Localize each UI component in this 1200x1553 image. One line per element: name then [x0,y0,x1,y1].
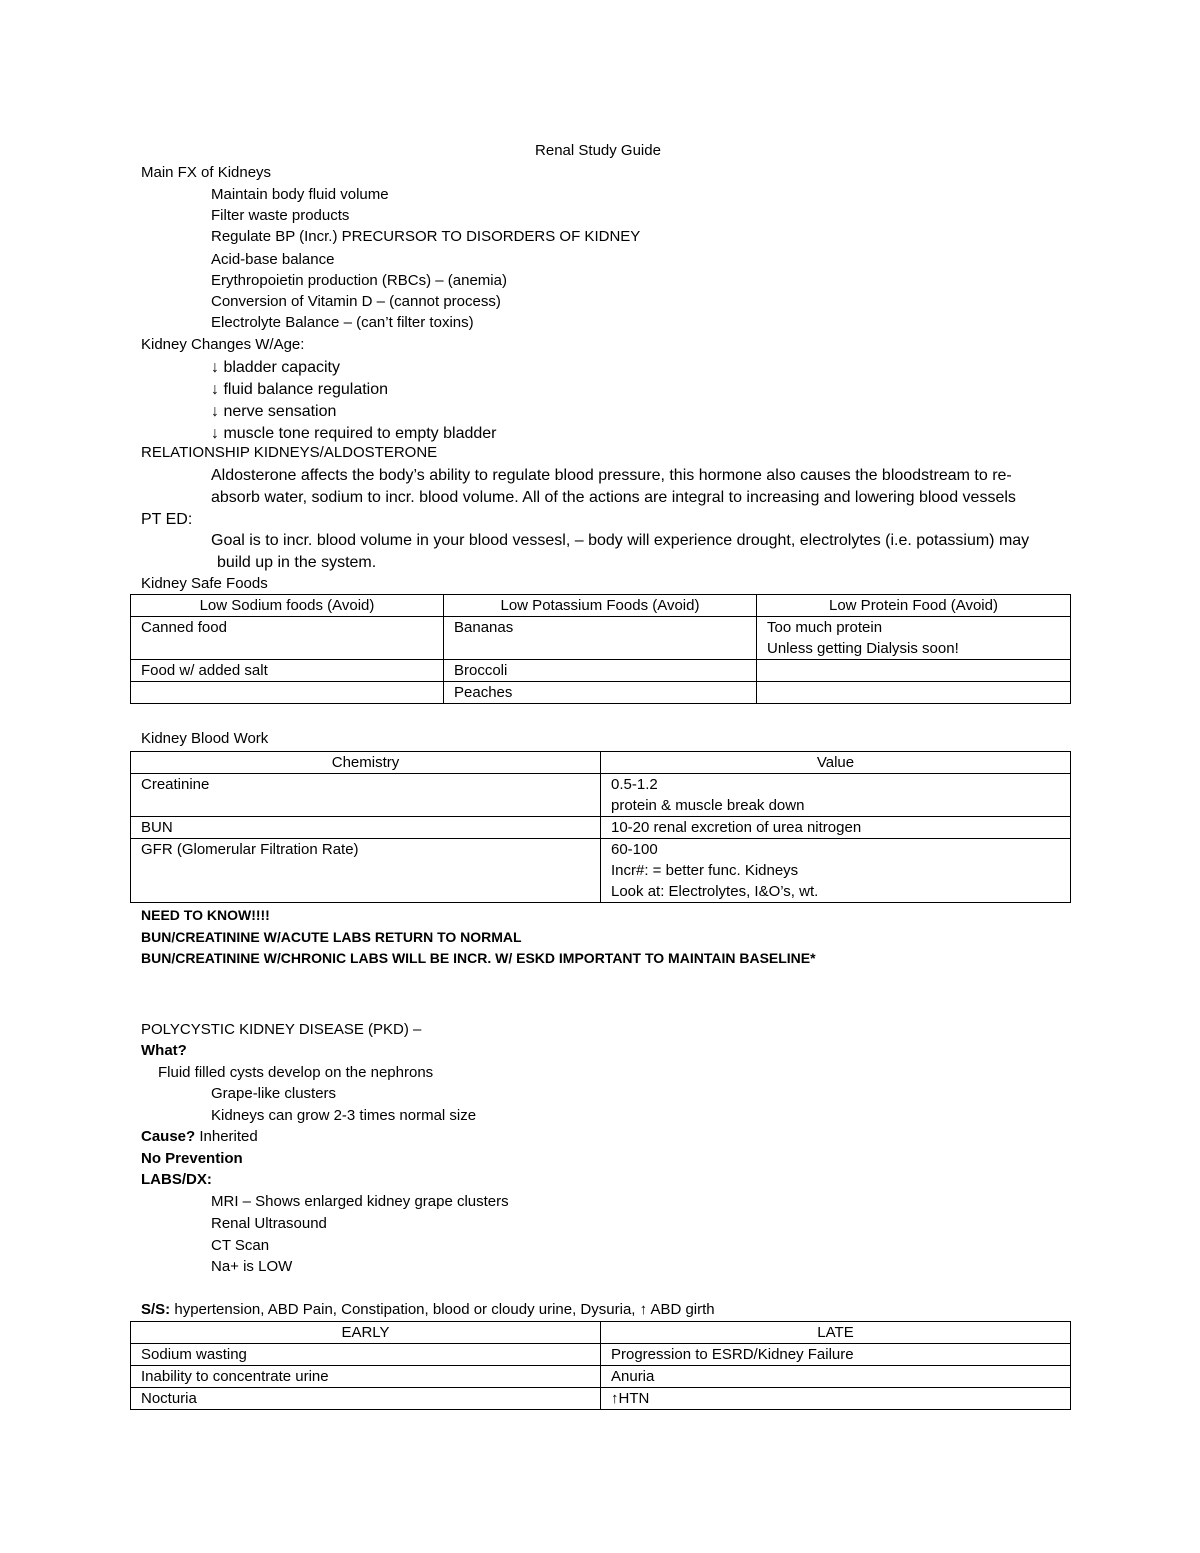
safe-foods-heading: Kidney Safe Foods [141,575,268,592]
table-header-row [131,752,1071,774]
table-cell [757,617,1071,660]
pkd-what-label: What? [141,1042,187,1059]
table-header-cell: Value [601,752,1071,774]
table-cell: Anuria [601,1366,1071,1388]
table-cell: GFR (Glomerular Filtration Rate) [131,839,601,903]
table-header-cell: Low Sodium foods (Avoid) [131,595,444,617]
table-cell [601,774,1071,817]
table-header-cell: Chemistry [131,752,601,774]
age-change-item: ↓ fluid balance regulation [211,381,389,398]
main-fx-item: Erythropoietin production (RBCs) – (anemia) [211,272,507,289]
pkd-signs-symptoms [141,1301,715,1319]
table-header-cell: Low Potassium Foods (Avoid) [444,595,757,617]
pkd-cause [141,1128,258,1146]
table-header-cell: LATE [601,1322,1071,1344]
table-cell: Food w/ added salt [131,660,444,682]
table-header-row [131,1322,1071,1344]
pkd-labs-item: Renal Ultrasound [211,1215,327,1232]
table-cell: Broccoli [444,660,757,682]
aldosterone-text: absorb water, sodium to incr. blood volume. All of the actions are integral to increasing and lowering blood vessels [211,489,1016,506]
table-cell: Sodium wasting [131,1344,601,1366]
age-change-item: ↓ muscle tone required to empty bladder [211,425,497,442]
pkd-heading: POLYCYSTIC KIDNEY DISEASE (PKD) – [141,1021,422,1038]
table-cell: BUN [131,817,601,839]
need-to-know-line: BUN/CREATININE W/ACUTE LABS RETURN TO NORMAL [141,929,522,945]
table-cell [757,660,1071,682]
aldosterone-heading: RELATIONSHIP KIDNEYS/ALDOSTERONE [141,444,438,461]
table-cell: Peaches [444,682,757,704]
table-row [131,1388,1071,1410]
table-cell: ↑HTN [601,1388,1071,1410]
table-cell [757,682,1071,704]
cell-text: Canned food [141,619,227,636]
pkd-cause-value: Inherited [199,1128,258,1145]
pkd-prevention: No Prevention [141,1150,243,1167]
cell-text: 60-100 [611,841,658,858]
age-change-item: ↓ bladder capacity [211,359,340,376]
page-title: Renal Study Guide [535,142,661,159]
table-row [131,660,1071,682]
pkd-labs-label: LABS/DX: [141,1171,212,1188]
pkd-cause-label: Cause? [141,1128,196,1145]
cell-text: Incr#: = better func. Kidneys [611,862,799,879]
table-cell: Creatinine [131,774,601,817]
pt-ed-heading: PT ED: [141,511,193,528]
pkd-labs-item: Na+ is LOW [211,1258,293,1275]
blood-work-table [130,751,1071,903]
table-row [131,774,1071,817]
blood-work-heading: Kidney Blood Work [141,730,269,747]
table-row [131,1344,1071,1366]
age-change-item: ↓ nerve sensation [211,403,337,420]
pkd-ss-label: S/S: [141,1301,171,1318]
need-to-know-line: BUN/CREATININE W/CHRONIC LABS WILL BE INCR. W/ ESKD IMPORTANT TO MAINTAIN BASELINE* [141,950,816,966]
pkd-what-item: Fluid filled cysts develop on the nephrons [158,1064,434,1081]
table-row [131,617,1071,660]
age-changes-heading: Kidney Changes W/Age: [141,336,305,353]
main-fx-item: Filter waste products [211,207,350,224]
main-fx-heading: Main FX of Kidneys [141,164,272,181]
pkd-ss-value: hypertension, ABD Pain, Constipation, blood or cloudy urine, Dysuria, ↑ ABD girth [174,1301,715,1318]
table-cell: 10-20 renal excretion of urea nitrogen [601,817,1071,839]
safe-foods-table [130,594,1071,704]
pt-ed-text: Goal is to incr. blood volume in your blood vessesl, – body will experience drought, electrolytes (i.e. potassium) may [211,532,1030,549]
table-header-row [131,595,1071,617]
main-fx-item: Conversion of Vitamin D – (cannot process) [211,293,501,310]
main-fx-item: Regulate BP (Incr.) PRECURSOR TO DISORDERS OF KIDNEY [211,228,641,245]
pkd-stages-table [130,1321,1071,1410]
cell-text: Bananas [454,619,514,636]
table-row [131,817,1071,839]
main-fx-item: Electrolyte Balance – (can’t filter toxins) [211,314,474,331]
pkd-what-item: Kidneys can grow 2-3 times normal size [211,1107,477,1124]
table-cell [131,617,444,660]
pkd-what-item: Grape-like clusters [211,1085,337,1102]
table-header-cell: EARLY [131,1322,601,1344]
main-fx-item: Acid-base balance [211,251,335,268]
main-fx-item: Maintain body fluid volume [211,186,389,203]
pt-ed-text: build up in the system. [217,554,377,571]
table-cell: Inability to concentrate urine [131,1366,601,1388]
table-row [131,839,1071,903]
cell-text: 0.5-1.2 [611,776,658,793]
cell-text: Too much protein [767,619,883,636]
table-header-cell: Low Protein Food (Avoid) [757,595,1071,617]
need-to-know-heading: NEED TO KNOW!!!! [141,907,270,923]
cell-text: Unless getting Dialysis soon! [767,640,959,657]
table-row [131,1366,1071,1388]
table-cell: Nocturia [131,1388,601,1410]
pkd-labs-item: CT Scan [211,1237,270,1254]
table-cell [444,617,757,660]
table-cell: Progression to ESRD/Kidney Failure [601,1344,1071,1366]
table-row [131,682,1071,704]
cell-text: protein & muscle break down [611,797,805,814]
aldosterone-text: Aldosterone affects the body’s ability to regulate blood pressure, this hormone also causes the bloodstream to re- [211,467,1012,484]
pkd-labs-item: MRI – Shows enlarged kidney grape clusters [211,1193,509,1210]
cell-text: Look at: Electrolytes, I&O’s, wt. [611,883,819,900]
table-cell [601,839,1071,903]
table-cell [131,682,444,704]
